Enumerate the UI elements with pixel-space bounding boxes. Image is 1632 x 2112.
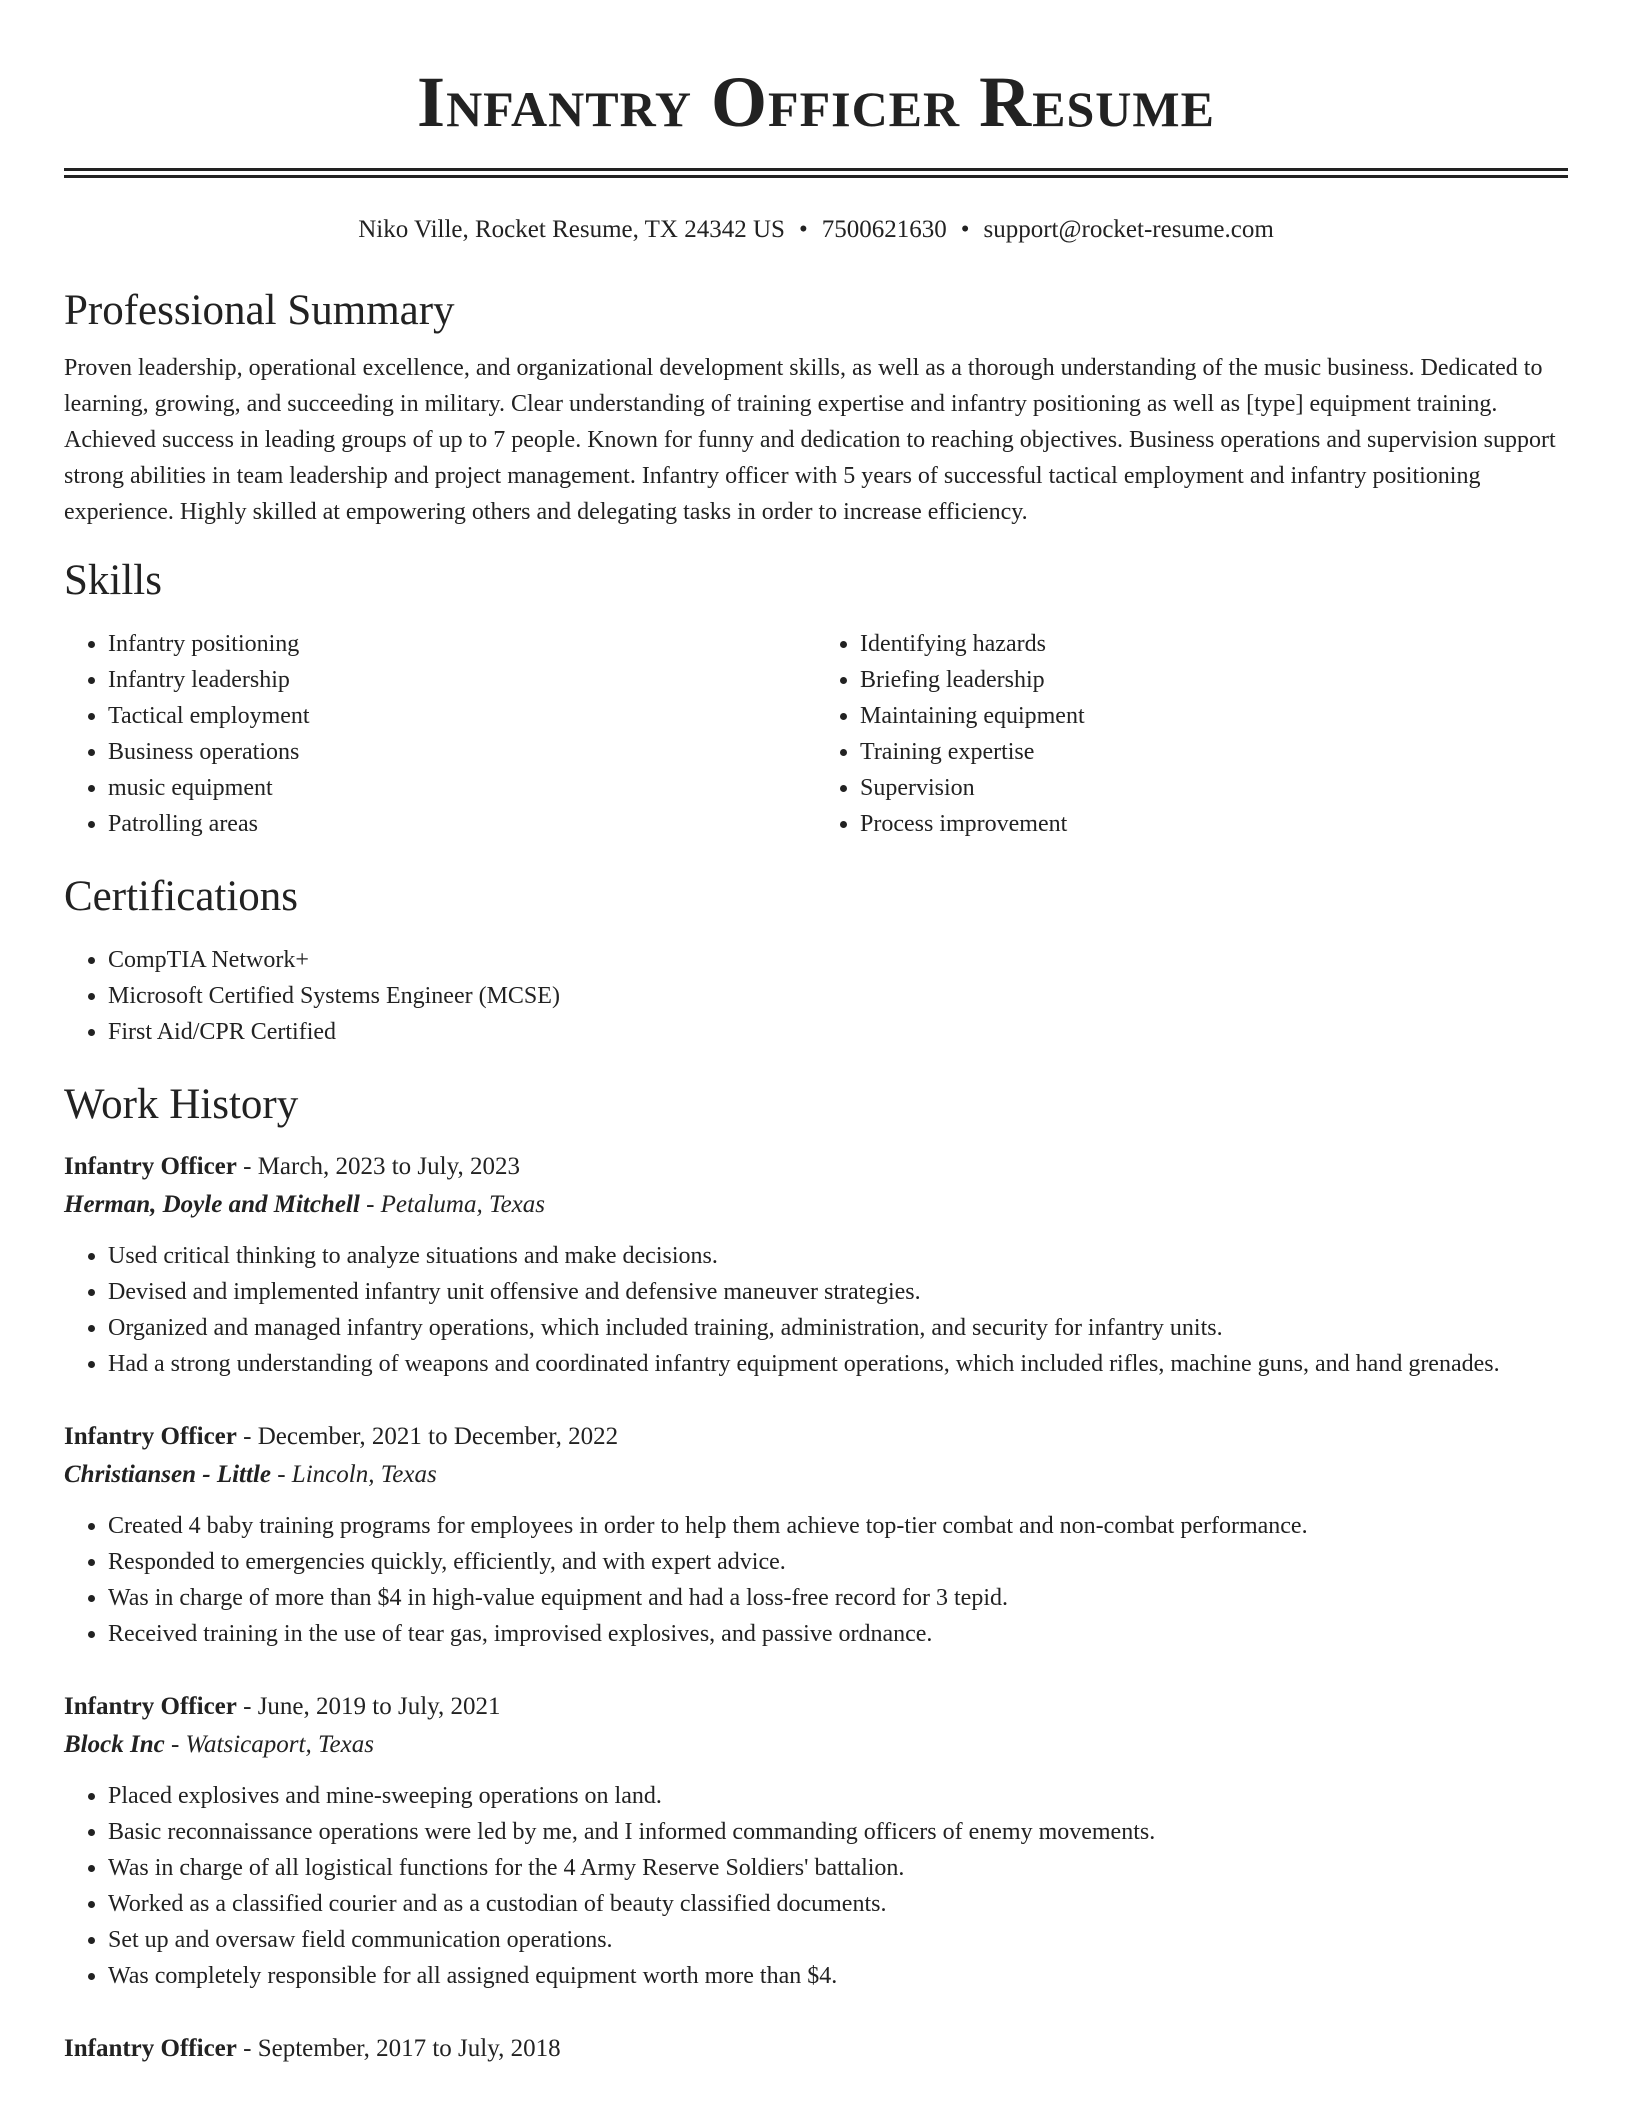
job-title: Infantry Officer [64, 1153, 237, 1180]
job-bullet: • Was completely responsible for all assigned equipment worth more than $4. [108, 1958, 1568, 1994]
job-title-line [64, 1688, 1568, 1726]
job-bullet: • Was in charge of more than $4 in high-value equipment and had a loss-free record for 3 tepid. [108, 1580, 1568, 1616]
job-company-line [64, 1456, 1568, 1494]
skill-item: • Business operations [108, 734, 816, 770]
job-bullet: • Was in charge of all logistical functions for the 4 Army Reserve Soldiers' battalion. [108, 1850, 1568, 1886]
job-bullet: • Devised and implemented infantry unit offensive and defensive maneuver strategies. [108, 1274, 1568, 1310]
job-bullet: • Set up and oversaw field communication operations. [108, 1922, 1568, 1958]
job-dates: - September, 2017 to July, 2018 [236, 2035, 561, 2062]
job-bullets [64, 1238, 1568, 1382]
job-location: - Lincoln, Texas [270, 1461, 437, 1488]
job-bullets [64, 1778, 1568, 1994]
job-company: Block Inc [64, 1731, 165, 1758]
job-bullet: • Created 4 baby training programs for employees in order to help them achieve top-tier combat and non-combat performance. [108, 1508, 1568, 1544]
skill-item: • Training expertise [860, 734, 1568, 770]
skill-item: • Infantry leadership [108, 662, 816, 698]
skill-item: • Identifying hazards [860, 626, 1568, 662]
skill-item: • Maintaining equipment [860, 698, 1568, 734]
job-title-line [64, 1418, 1568, 1456]
skill-item: • Patrolling areas [108, 806, 816, 842]
skill-item: • music equipment [108, 770, 816, 806]
certification-item: • Microsoft Certified Systems Engineer (MCSE) [108, 978, 1568, 1014]
skills-columns [64, 626, 1568, 842]
job-entry [64, 1418, 1568, 1652]
job-company-line [64, 1726, 1568, 1764]
job-bullets [64, 1508, 1568, 1652]
job-bullet: • Placed explosives and mine-sweeping operations on land. [108, 1778, 1568, 1814]
job-title: Infantry Officer [64, 1423, 237, 1450]
contact-email: support@rocket-resume.com [983, 216, 1274, 243]
job-entry [64, 1148, 1568, 1382]
certification-item: • First Aid/CPR Certified [108, 1014, 1568, 1050]
certifications-heading: Certifications [64, 873, 299, 920]
job-entry [64, 1688, 1568, 1994]
job-bullet: • Organized and managed infantry operations, which included training, administration, and security for infantry units. [108, 1310, 1568, 1346]
job-title-line [64, 2030, 1568, 2068]
job-bullet: • Received training in the use of tear gas, improvised explosives, and passive ordnance. [108, 1616, 1568, 1652]
job-location: - Petaluma, Texas [359, 1191, 545, 1218]
job-bullet: • Had a strong understanding of weapons and coordinated infantry equipment operations, which included rifles, machine guns, and hand grenades. [108, 1346, 1568, 1382]
job-company: Christiansen - Little [64, 1461, 271, 1488]
skills-list-right [816, 626, 1568, 842]
job-title: Infantry Officer [64, 2035, 237, 2062]
job-dates: - June, 2019 to July, 2021 [236, 1693, 501, 1720]
skill-item: • Tactical employment [108, 698, 816, 734]
certification-item: • CompTIA Network+ [108, 942, 1568, 978]
job-bullet: • Responded to emergencies quickly, efficiently, and with expert advice. [108, 1544, 1568, 1580]
job-dates: - December, 2021 to December, 2022 [236, 1423, 619, 1450]
contact-line [64, 214, 1568, 246]
job-entry [64, 2030, 1568, 2068]
job-bullet: • Used critical thinking to analyze situations and make decisions. [108, 1238, 1568, 1274]
skill-item: • Infantry positioning [108, 626, 816, 662]
job-title-line [64, 1148, 1568, 1186]
skills-heading: Skills [64, 557, 162, 604]
summary-text: Proven leadership, operational excellence, and organizational development skills, as well as a thorough understanding of the music business. Dedicated to learning, growing, and succeeding in military. Clear understanding of training expertise and infantry positioning as well as [type] equipment training. Achieved success in leading groups of up to 7 people. Known for funny and dedication to reaching objectives. Business operations and supervision support strong abilities in team leadership and project management. Infantry officer with 5 years of successful tactical employment and infantry positioning experience. Highly skilled at empowering others and delegating tasks in order to increase efficiency. [64, 355, 1556, 525]
job-location: - Watsicaport, Texas [164, 1731, 374, 1758]
job-bullet: • Worked as a classified courier and as a custodian of beauty classified documents. [108, 1886, 1568, 1922]
contact-separator: • [960, 216, 970, 243]
skill-item: • Supervision [860, 770, 1568, 806]
contact-separator: • [798, 216, 808, 243]
title-double-rule [64, 168, 1568, 178]
skill-item: • Process improvement [860, 806, 1568, 842]
contact-phone: 7500621630 [821, 216, 947, 243]
summary-heading: Professional Summary [64, 287, 455, 334]
skill-item: • Briefing leadership [860, 662, 1568, 698]
job-title: Infantry Officer [64, 1693, 237, 1720]
contact-address: Niko Ville, Rocket Resume, TX 24342 US [358, 216, 785, 243]
resume-title: Infantry Officer Resume [417, 62, 1215, 142]
job-bullet: • Basic reconnaissance operations were led by me, and I informed commanding officers of enemy movements. [108, 1814, 1568, 1850]
job-company: Herman, Doyle and Mitchell [64, 1191, 360, 1218]
certifications-list [64, 942, 1568, 1050]
job-dates: - March, 2023 to July, 2023 [236, 1153, 520, 1180]
job-company-line [64, 1186, 1568, 1224]
skills-list-left [64, 626, 816, 842]
work-history-heading: Work History [64, 1081, 299, 1128]
